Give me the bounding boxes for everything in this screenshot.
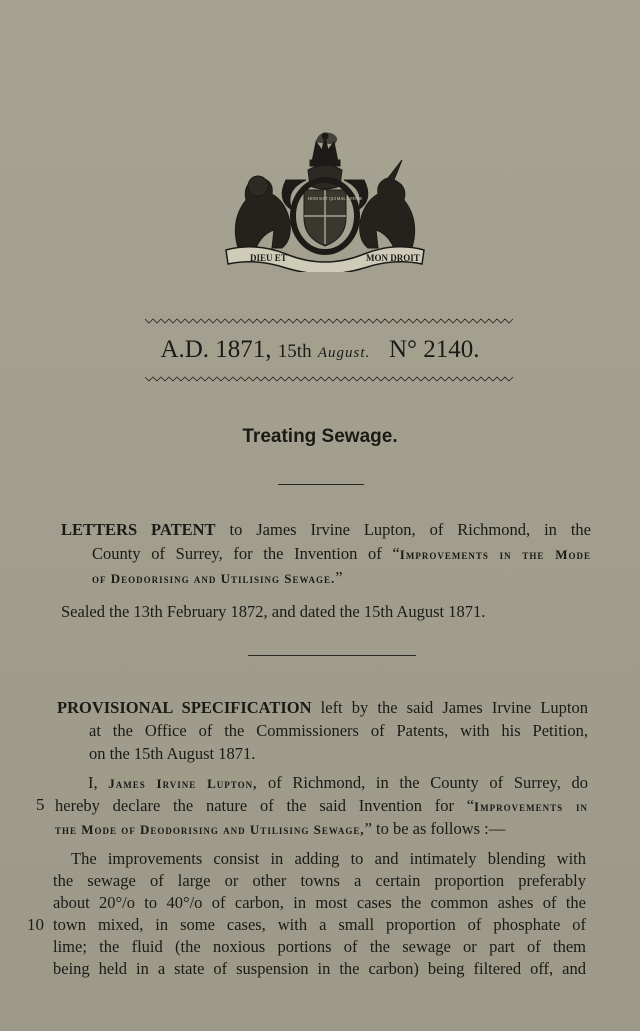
improvements-line-3: about 20°/o to 40°/o of carbon, in most cases the common ashes of the	[53, 893, 586, 912]
letters-patent-line-3: of Deodorising and Utilising Sewage.”	[92, 568, 343, 587]
motto-left: DIEU ET	[250, 253, 287, 263]
provisional-line-2: at the Office of the Commissioners of Patents, with his Petition,	[89, 721, 588, 740]
ornamental-rule-top	[145, 318, 515, 324]
motto-right: MON DROIT	[366, 253, 420, 263]
declaration-line-2: hereby declare the nature of the said Invention for “Improvements in	[55, 796, 588, 815]
improvements-paragraph	[0, 847, 640, 991]
declaration-line-3: the Mode of Deodorising and Utilising Sewage,” to be as follows :—	[55, 819, 506, 838]
royal-coat-of-arms-icon	[216, 130, 434, 272]
provisional-lead: PROVISIONAL SPECIFICATION	[57, 698, 312, 717]
ornamental-rule-bottom	[145, 376, 515, 382]
declaration-paragraph	[0, 771, 640, 843]
letters-patent-line-2: County of Surrey, for the Invention of “Improvements in the Mode	[92, 544, 591, 563]
improvements-line-2: the sewage of large or other towns a certain proportion preferably	[53, 871, 586, 890]
document-title: Treating Sewage.	[242, 426, 398, 447]
improvements-line-6: being held in a state of suspension in the carbon) being filtered off, and	[53, 959, 586, 978]
patent-header	[0, 336, 640, 364]
garter-motto: HONI SOIT QUI MAL Y PENSE	[308, 196, 363, 201]
line-number-5: 5	[36, 795, 45, 814]
line-number-10: 10	[27, 915, 44, 934]
header-ad-year: A.D. 1871,	[160, 336, 272, 363]
provisional-paragraph	[0, 696, 640, 768]
header-month: August.	[317, 345, 371, 361]
improvements-line-5: lime; the fluid (the noxious portions of the sewage or part of them	[53, 937, 586, 956]
patent-page: DIEU ET MON DROIT HONI SOIT QUI MAL Y PENSE A.D. 1871, 15th August. N° 2140. Treating Sewage. LETTERS PATENT to James Irvine Lupton, of Richmond, in the County of Surrey, for the Invention of “Improvements in the Mode of Deodorising and Utilising Sewage.” Sealed the 13th February 1872, and dated the 15th August 1871. PROVISIONAL SPECIFICATION left by the said James Irvine Lupton at the Office of the Commissioners of Patents, with his Petition, on the 15th August 1871. I, James Irvine Lupton, of Richmond, in the County of Surrey, do hereby declare the nature of the said Invention for “Improvements in the Mode of Deodorising and Utilising Sewage,” to be as follows :— 5 The improvements consist in adding to and intimately blending with the sewage of large or other towns a certain proportion preferably about 20°/o to 40°/o of carbon, in most cases the common ashes of the town mixed, in some cases, with a small proportion of phosphate of lime; the fluid (the noxious portions of the sewage or part of them being held in a state of suspension in the carbon) being filtered off, and 10	[0, 0, 640, 1031]
provisional-line-1: PROVISIONAL SPECIFICATION left by the said James Irvine Lupton	[57, 698, 589, 717]
header-date: 15th	[277, 341, 312, 362]
letters-patent-paragraph	[0, 518, 640, 590]
patent-number: N° 2140.	[389, 336, 480, 363]
declaration-line-1: I, James Irvine Lupton, of Richmond, in the County of Surrey, do	[88, 773, 589, 792]
divider-short	[278, 484, 364, 485]
divider-long	[248, 655, 416, 656]
improvements-line-4: town mixed, in some cases, with a small proportion of phosphate of	[53, 915, 586, 934]
provisional-line-3: on the 15th August 1871.	[89, 744, 256, 763]
improvements-line-1: The improvements consist in adding to and intimately blending with	[71, 849, 586, 868]
letters-patent-line-1: LETTERS PATENT to James Irvine Lupton, of Richmond, in the	[61, 520, 591, 539]
letters-patent-lead: LETTERS PATENT	[61, 520, 216, 539]
inventor-name: James Irvine Lupton,	[108, 776, 258, 791]
